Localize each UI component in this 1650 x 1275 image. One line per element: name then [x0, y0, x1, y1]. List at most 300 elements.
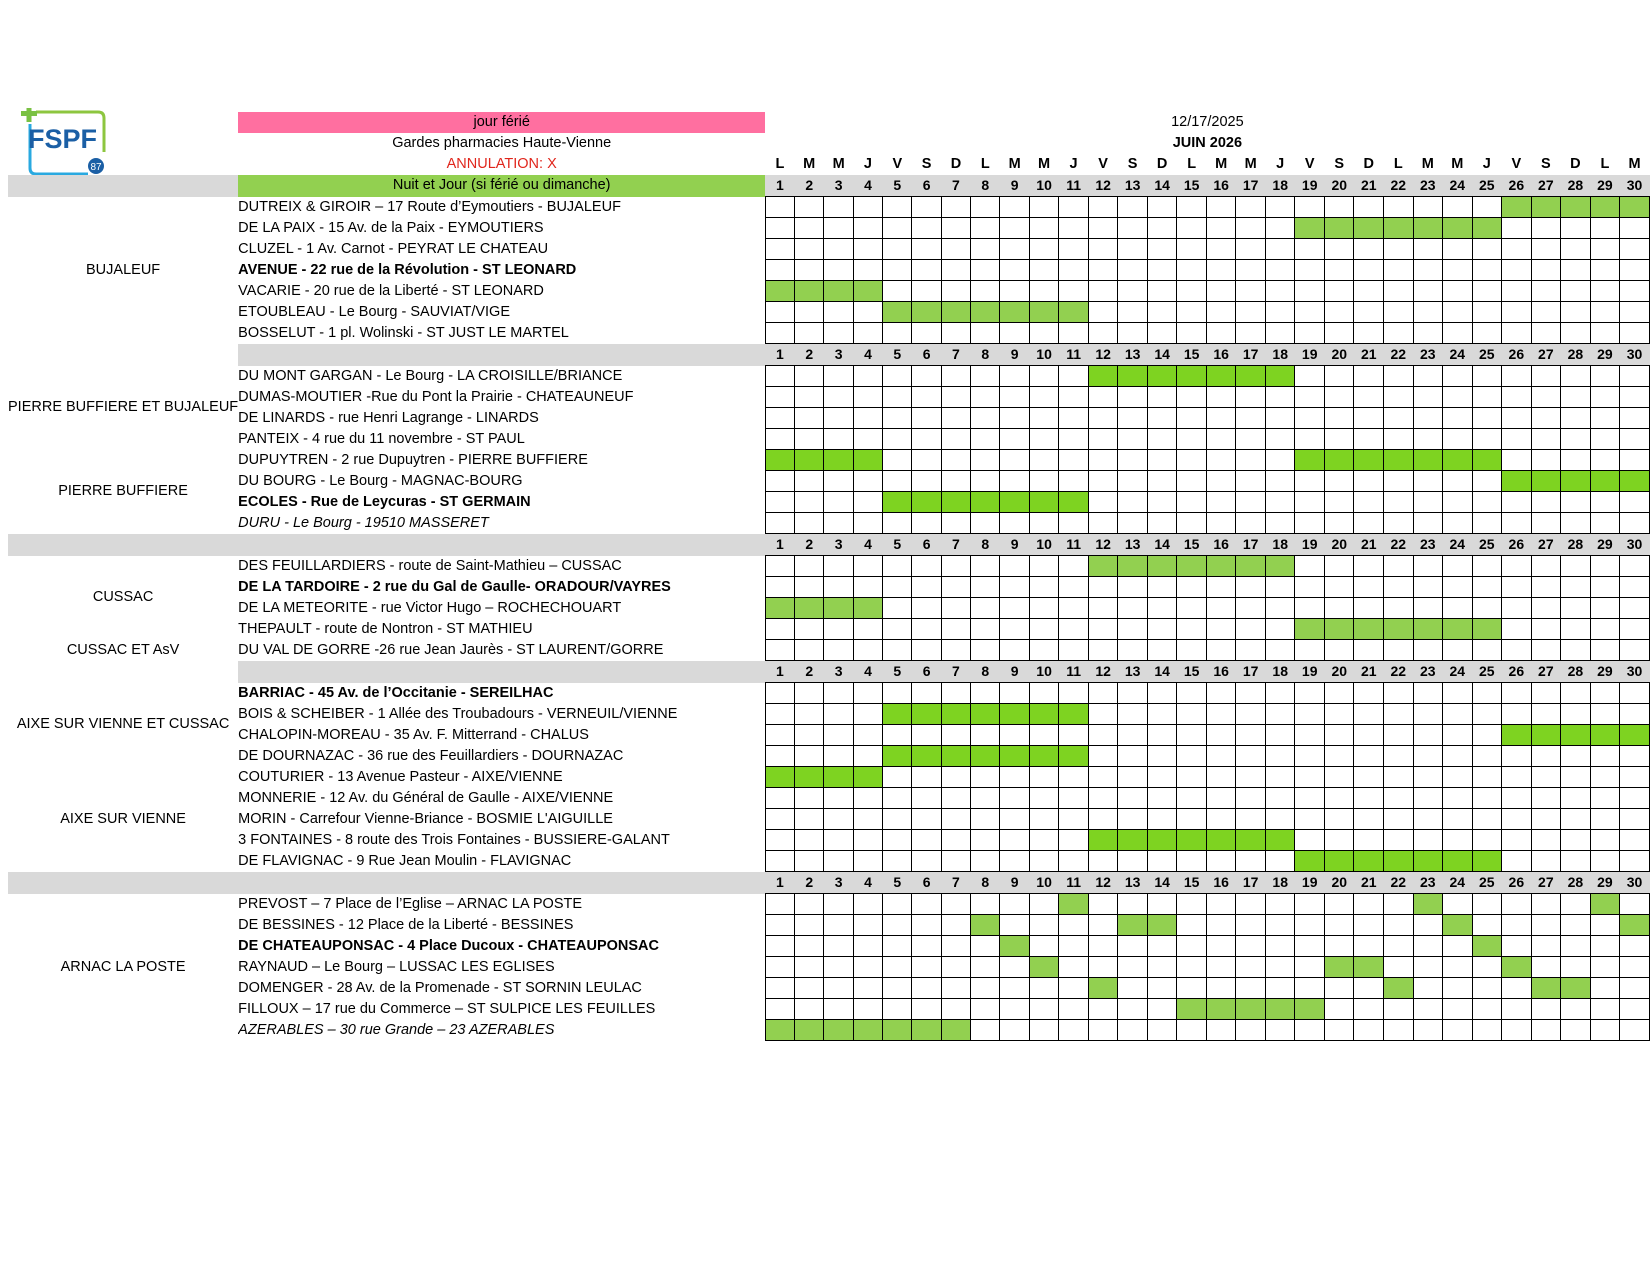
day-cell[interactable] [824, 239, 853, 260]
guard-day-cell[interactable] [912, 1020, 941, 1041]
day-cell[interactable] [1118, 851, 1148, 872]
day-cell[interactable] [912, 408, 941, 429]
day-cell[interactable] [1000, 725, 1029, 746]
day-cell[interactable] [1620, 239, 1650, 260]
day-cell[interactable] [1443, 492, 1473, 513]
day-cell[interactable] [1502, 218, 1532, 239]
day-cell[interactable] [1295, 683, 1325, 704]
guard-day-cell[interactable] [1000, 746, 1029, 767]
day-cell[interactable] [1206, 978, 1236, 999]
day-cell[interactable] [853, 851, 882, 872]
guard-day-cell[interactable] [1620, 725, 1650, 746]
day-cell[interactable] [1413, 239, 1443, 260]
day-cell[interactable] [795, 619, 824, 640]
guard-day-cell[interactable] [1590, 725, 1620, 746]
day-cell[interactable] [765, 471, 794, 492]
day-cell[interactable] [1561, 999, 1591, 1020]
day-cell[interactable] [824, 683, 853, 704]
day-cell[interactable] [1324, 387, 1354, 408]
day-cell[interactable] [1384, 894, 1414, 915]
day-cell[interactable] [853, 830, 882, 851]
day-cell[interactable] [912, 640, 941, 661]
day-cell[interactable] [1413, 471, 1443, 492]
day-cell[interactable] [1118, 640, 1148, 661]
day-cell[interactable] [1384, 492, 1414, 513]
day-cell[interactable] [1088, 936, 1118, 957]
day-cell[interactable] [1561, 936, 1591, 957]
guard-day-cell[interactable] [912, 492, 941, 513]
day-cell[interactable] [1118, 450, 1148, 471]
day-cell[interactable] [795, 471, 824, 492]
day-cell[interactable] [1236, 323, 1266, 344]
guard-day-cell[interactable] [1590, 197, 1620, 218]
day-cell[interactable] [1472, 788, 1502, 809]
day-cell[interactable] [1502, 387, 1532, 408]
day-cell[interactable] [1029, 619, 1059, 640]
day-cell[interactable] [1295, 302, 1325, 323]
day-cell[interactable] [1472, 492, 1502, 513]
day-cell[interactable] [1059, 471, 1089, 492]
day-cell[interactable] [1590, 492, 1620, 513]
day-cell[interactable] [795, 302, 824, 323]
day-cell[interactable] [1088, 260, 1118, 281]
day-cell[interactable] [1354, 1020, 1384, 1041]
day-cell[interactable] [853, 683, 882, 704]
day-cell[interactable] [1265, 260, 1295, 281]
day-cell[interactable] [971, 809, 1000, 830]
guard-day-cell[interactable] [1088, 978, 1118, 999]
day-cell[interactable] [765, 704, 794, 725]
day-cell[interactable] [1265, 746, 1295, 767]
day-cell[interactable] [1265, 640, 1295, 661]
day-cell[interactable] [1088, 302, 1118, 323]
day-cell[interactable] [971, 387, 1000, 408]
guard-day-cell[interactable] [1384, 978, 1414, 999]
day-cell[interactable] [1354, 936, 1384, 957]
day-cell[interactable] [1059, 767, 1089, 788]
day-cell[interactable] [1236, 239, 1266, 260]
guard-day-cell[interactable] [1472, 936, 1502, 957]
day-cell[interactable] [1236, 915, 1266, 936]
guard-day-cell[interactable] [853, 767, 882, 788]
day-cell[interactable] [1531, 513, 1561, 534]
day-cell[interactable] [1088, 239, 1118, 260]
day-cell[interactable] [1620, 302, 1650, 323]
day-cell[interactable] [1354, 197, 1384, 218]
day-cell[interactable] [1590, 218, 1620, 239]
day-cell[interactable] [1029, 218, 1059, 239]
day-cell[interactable] [765, 746, 794, 767]
day-cell[interactable] [1443, 577, 1473, 598]
day-cell[interactable] [1590, 598, 1620, 619]
day-cell[interactable] [1384, 704, 1414, 725]
day-cell[interactable] [1059, 556, 1089, 577]
guard-day-cell[interactable] [795, 281, 824, 302]
day-cell[interactable] [971, 957, 1000, 978]
day-cell[interactable] [1561, 408, 1591, 429]
day-cell[interactable] [1177, 683, 1207, 704]
day-cell[interactable] [912, 767, 941, 788]
day-cell[interactable] [1236, 197, 1266, 218]
day-cell[interactable] [1413, 725, 1443, 746]
day-cell[interactable] [795, 978, 824, 999]
day-cell[interactable] [795, 197, 824, 218]
day-cell[interactable] [1443, 683, 1473, 704]
guard-day-cell[interactable] [765, 281, 794, 302]
guard-day-cell[interactable] [1177, 999, 1207, 1020]
day-cell[interactable] [1443, 809, 1473, 830]
day-cell[interactable] [1620, 683, 1650, 704]
day-cell[interactable] [1590, 450, 1620, 471]
day-cell[interactable] [941, 619, 970, 640]
day-cell[interactable] [1059, 915, 1089, 936]
day-cell[interactable] [1472, 704, 1502, 725]
day-cell[interactable] [1236, 957, 1266, 978]
day-cell[interactable] [1502, 851, 1532, 872]
day-cell[interactable] [1561, 640, 1591, 661]
day-cell[interactable] [1561, 746, 1591, 767]
day-cell[interactable] [1590, 830, 1620, 851]
day-cell[interactable] [1502, 492, 1532, 513]
day-cell[interactable] [883, 915, 912, 936]
day-cell[interactable] [1088, 408, 1118, 429]
day-cell[interactable] [1236, 767, 1266, 788]
guard-day-cell[interactable] [883, 492, 912, 513]
day-cell[interactable] [1147, 408, 1177, 429]
day-cell[interactable] [1088, 619, 1118, 640]
day-cell[interactable] [1206, 809, 1236, 830]
day-cell[interactable] [1118, 894, 1148, 915]
day-cell[interactable] [883, 260, 912, 281]
day-cell[interactable] [1561, 957, 1591, 978]
day-cell[interactable] [1590, 809, 1620, 830]
day-cell[interactable] [1472, 725, 1502, 746]
day-cell[interactable] [1000, 218, 1029, 239]
guard-day-cell[interactable] [1177, 830, 1207, 851]
day-cell[interactable] [1324, 683, 1354, 704]
day-cell[interactable] [1472, 471, 1502, 492]
day-cell[interactable] [1590, 704, 1620, 725]
guard-day-cell[interactable] [1531, 471, 1561, 492]
day-cell[interactable] [1472, 1020, 1502, 1041]
day-cell[interactable] [1472, 366, 1502, 387]
day-cell[interactable] [1147, 429, 1177, 450]
day-cell[interactable] [1413, 387, 1443, 408]
day-cell[interactable] [1590, 408, 1620, 429]
day-cell[interactable] [883, 957, 912, 978]
day-cell[interactable] [1295, 915, 1325, 936]
day-cell[interactable] [1147, 323, 1177, 344]
guard-day-cell[interactable] [1384, 450, 1414, 471]
guard-day-cell[interactable] [1059, 302, 1089, 323]
day-cell[interactable] [1443, 471, 1473, 492]
day-cell[interactable] [853, 197, 882, 218]
day-cell[interactable] [1147, 767, 1177, 788]
day-cell[interactable] [765, 239, 794, 260]
day-cell[interactable] [971, 239, 1000, 260]
day-cell[interactable] [1088, 851, 1118, 872]
day-cell[interactable] [1443, 999, 1473, 1020]
day-cell[interactable] [1000, 809, 1029, 830]
day-cell[interactable] [1118, 513, 1148, 534]
day-cell[interactable] [1265, 387, 1295, 408]
guard-day-cell[interactable] [1324, 450, 1354, 471]
day-cell[interactable] [1236, 408, 1266, 429]
day-cell[interactable] [1413, 915, 1443, 936]
day-cell[interactable] [1029, 936, 1059, 957]
day-cell[interactable] [1354, 239, 1384, 260]
day-cell[interactable] [1265, 894, 1295, 915]
day-cell[interactable] [824, 619, 853, 640]
day-cell[interactable] [1088, 513, 1118, 534]
day-cell[interactable] [1413, 323, 1443, 344]
day-cell[interactable] [1059, 577, 1089, 598]
guard-day-cell[interactable] [1059, 492, 1089, 513]
guard-day-cell[interactable] [1118, 830, 1148, 851]
day-cell[interactable] [941, 281, 970, 302]
day-cell[interactable] [824, 387, 853, 408]
day-cell[interactable] [941, 640, 970, 661]
day-cell[interactable] [765, 513, 794, 534]
day-cell[interactable] [1354, 830, 1384, 851]
day-cell[interactable] [824, 471, 853, 492]
day-cell[interactable] [883, 999, 912, 1020]
day-cell[interactable] [795, 830, 824, 851]
day-cell[interactable] [1206, 915, 1236, 936]
day-cell[interactable] [1206, 323, 1236, 344]
day-cell[interactable] [795, 260, 824, 281]
day-cell[interactable] [1265, 577, 1295, 598]
day-cell[interactable] [1265, 915, 1295, 936]
day-cell[interactable] [1147, 936, 1177, 957]
day-cell[interactable] [1265, 704, 1295, 725]
day-cell[interactable] [1531, 260, 1561, 281]
day-cell[interactable] [912, 809, 941, 830]
day-cell[interactable] [1000, 429, 1029, 450]
day-cell[interactable] [1295, 598, 1325, 619]
day-cell[interactable] [1118, 619, 1148, 640]
day-cell[interactable] [1147, 851, 1177, 872]
day-cell[interactable] [1502, 302, 1532, 323]
day-cell[interactable] [1295, 513, 1325, 534]
guard-day-cell[interactable] [1147, 556, 1177, 577]
day-cell[interactable] [1059, 999, 1089, 1020]
day-cell[interactable] [853, 302, 882, 323]
day-cell[interactable] [1620, 450, 1650, 471]
day-cell[interactable] [883, 725, 912, 746]
day-cell[interactable] [1029, 915, 1059, 936]
day-cell[interactable] [1059, 640, 1089, 661]
day-cell[interactable] [853, 239, 882, 260]
day-cell[interactable] [1620, 387, 1650, 408]
day-cell[interactable] [912, 577, 941, 598]
day-cell[interactable] [1443, 387, 1473, 408]
day-cell[interactable] [1620, 281, 1650, 302]
day-cell[interactable] [1561, 619, 1591, 640]
day-cell[interactable] [1472, 556, 1502, 577]
day-cell[interactable] [765, 366, 794, 387]
day-cell[interactable] [824, 704, 853, 725]
guard-day-cell[interactable] [824, 281, 853, 302]
day-cell[interactable] [1443, 704, 1473, 725]
day-cell[interactable] [1059, 809, 1089, 830]
day-cell[interactable] [1413, 556, 1443, 577]
day-cell[interactable] [1413, 302, 1443, 323]
day-cell[interactable] [1177, 218, 1207, 239]
guard-day-cell[interactable] [971, 704, 1000, 725]
day-cell[interactable] [824, 999, 853, 1020]
day-cell[interactable] [1502, 429, 1532, 450]
day-cell[interactable] [941, 978, 970, 999]
guard-day-cell[interactable] [1443, 218, 1473, 239]
guard-day-cell[interactable] [1265, 366, 1295, 387]
day-cell[interactable] [1620, 957, 1650, 978]
day-cell[interactable] [1177, 239, 1207, 260]
day-cell[interactable] [1177, 894, 1207, 915]
day-cell[interactable] [1206, 408, 1236, 429]
day-cell[interactable] [1531, 366, 1561, 387]
day-cell[interactable] [1531, 281, 1561, 302]
guard-day-cell[interactable] [1295, 999, 1325, 1020]
day-cell[interactable] [1354, 725, 1384, 746]
guard-day-cell[interactable] [795, 767, 824, 788]
day-cell[interactable] [1472, 577, 1502, 598]
day-cell[interactable] [1000, 767, 1029, 788]
day-cell[interactable] [1118, 577, 1148, 598]
day-cell[interactable] [1561, 851, 1591, 872]
day-cell[interactable] [1472, 513, 1502, 534]
guard-day-cell[interactable] [912, 704, 941, 725]
day-cell[interactable] [883, 281, 912, 302]
day-cell[interactable] [1561, 450, 1591, 471]
day-cell[interactable] [1620, 260, 1650, 281]
day-cell[interactable] [1000, 408, 1029, 429]
day-cell[interactable] [1502, 767, 1532, 788]
day-cell[interactable] [1531, 577, 1561, 598]
day-cell[interactable] [1059, 281, 1089, 302]
day-cell[interactable] [912, 471, 941, 492]
day-cell[interactable] [795, 746, 824, 767]
day-cell[interactable] [1502, 746, 1532, 767]
day-cell[interactable] [1413, 788, 1443, 809]
day-cell[interactable] [1295, 767, 1325, 788]
guard-day-cell[interactable] [1472, 218, 1502, 239]
day-cell[interactable] [1561, 598, 1591, 619]
guard-day-cell[interactable] [1059, 704, 1089, 725]
day-cell[interactable] [1472, 260, 1502, 281]
day-cell[interactable] [1472, 429, 1502, 450]
day-cell[interactable] [1147, 1020, 1177, 1041]
day-cell[interactable] [1029, 894, 1059, 915]
day-cell[interactable] [883, 788, 912, 809]
day-cell[interactable] [971, 408, 1000, 429]
day-cell[interactable] [1265, 788, 1295, 809]
day-cell[interactable] [1147, 471, 1177, 492]
day-cell[interactable] [1118, 471, 1148, 492]
day-cell[interactable] [1413, 408, 1443, 429]
day-cell[interactable] [1088, 915, 1118, 936]
day-cell[interactable] [1059, 830, 1089, 851]
day-cell[interactable] [1295, 556, 1325, 577]
day-cell[interactable] [1206, 239, 1236, 260]
day-cell[interactable] [1384, 556, 1414, 577]
day-cell[interactable] [1147, 788, 1177, 809]
day-cell[interactable] [1590, 281, 1620, 302]
day-cell[interactable] [971, 577, 1000, 598]
day-cell[interactable] [1029, 1020, 1059, 1041]
day-cell[interactable] [1206, 492, 1236, 513]
day-cell[interactable] [1502, 1020, 1532, 1041]
day-cell[interactable] [1384, 429, 1414, 450]
day-cell[interactable] [1118, 429, 1148, 450]
day-cell[interactable] [1354, 809, 1384, 830]
day-cell[interactable] [912, 387, 941, 408]
day-cell[interactable] [795, 323, 824, 344]
day-cell[interactable] [941, 915, 970, 936]
day-cell[interactable] [941, 830, 970, 851]
day-cell[interactable] [1502, 619, 1532, 640]
day-cell[interactable] [824, 640, 853, 661]
guard-day-cell[interactable] [941, 1020, 970, 1041]
day-cell[interactable] [941, 218, 970, 239]
day-cell[interactable] [1265, 619, 1295, 640]
day-cell[interactable] [1236, 492, 1266, 513]
guard-day-cell[interactable] [1206, 366, 1236, 387]
day-cell[interactable] [971, 978, 1000, 999]
day-cell[interactable] [1443, 302, 1473, 323]
day-cell[interactable] [971, 366, 1000, 387]
guard-day-cell[interactable] [1177, 366, 1207, 387]
day-cell[interactable] [795, 809, 824, 830]
day-cell[interactable] [1443, 640, 1473, 661]
day-cell[interactable] [941, 788, 970, 809]
day-cell[interactable] [1059, 408, 1089, 429]
day-cell[interactable] [1088, 281, 1118, 302]
day-cell[interactable] [1088, 809, 1118, 830]
guard-day-cell[interactable] [765, 598, 794, 619]
day-cell[interactable] [1384, 746, 1414, 767]
day-cell[interactable] [1502, 577, 1532, 598]
day-cell[interactable] [1295, 704, 1325, 725]
guard-day-cell[interactable] [1088, 830, 1118, 851]
guard-day-cell[interactable] [1295, 450, 1325, 471]
day-cell[interactable] [1000, 1020, 1029, 1041]
day-cell[interactable] [853, 957, 882, 978]
day-cell[interactable] [1147, 260, 1177, 281]
day-cell[interactable] [1384, 513, 1414, 534]
day-cell[interactable] [971, 683, 1000, 704]
guard-day-cell[interactable] [1236, 999, 1266, 1020]
guard-day-cell[interactable] [1443, 450, 1473, 471]
day-cell[interactable] [765, 556, 794, 577]
day-cell[interactable] [765, 999, 794, 1020]
day-cell[interactable] [1147, 598, 1177, 619]
day-cell[interactable] [1384, 788, 1414, 809]
day-cell[interactable] [971, 450, 1000, 471]
day-cell[interactable] [941, 471, 970, 492]
day-cell[interactable] [1088, 471, 1118, 492]
day-cell[interactable] [1620, 704, 1650, 725]
day-cell[interactable] [1236, 598, 1266, 619]
day-cell[interactable] [1384, 809, 1414, 830]
day-cell[interactable] [1413, 957, 1443, 978]
day-cell[interactable] [1443, 894, 1473, 915]
day-cell[interactable] [1236, 809, 1266, 830]
day-cell[interactable] [765, 640, 794, 661]
day-cell[interactable] [1443, 767, 1473, 788]
day-cell[interactable] [1531, 619, 1561, 640]
day-cell[interactable] [1000, 915, 1029, 936]
